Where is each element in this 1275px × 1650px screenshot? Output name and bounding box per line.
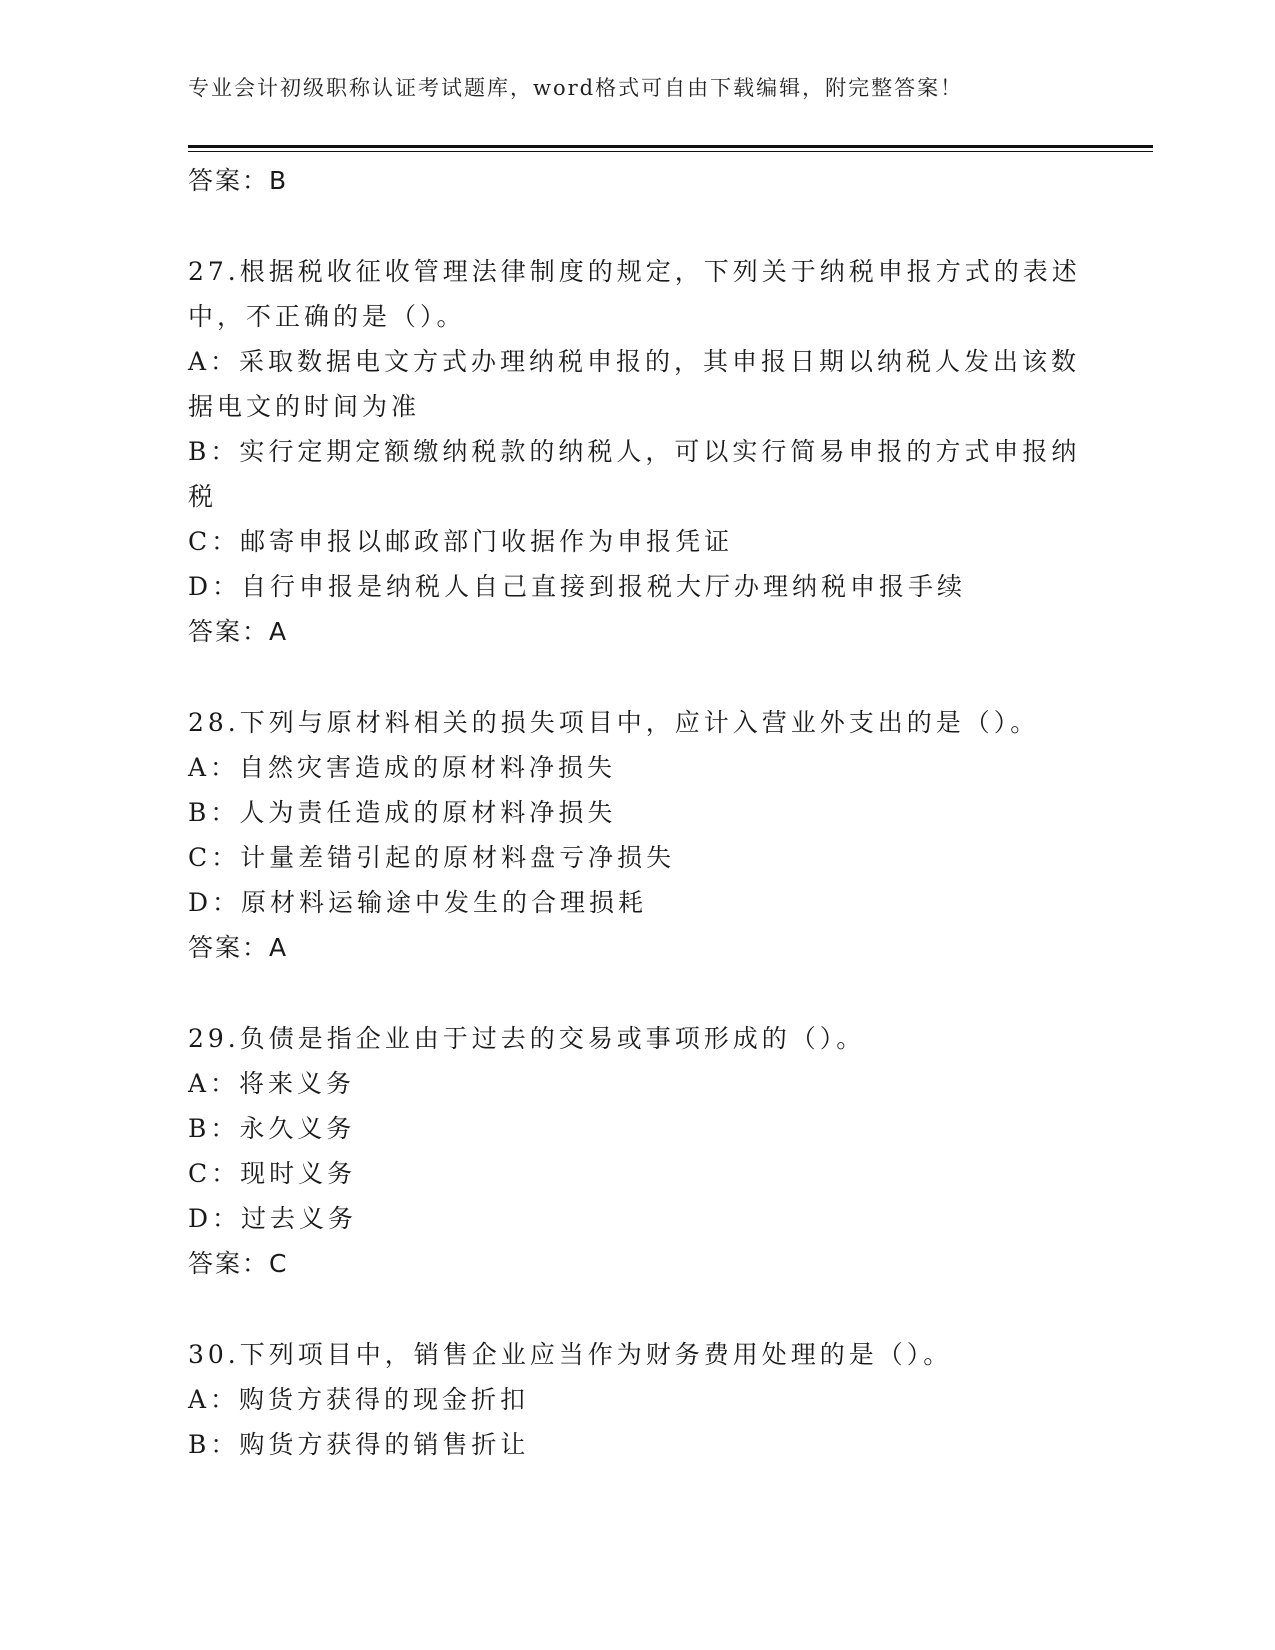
- question-stem: 29.负债是指企业由于过去的交易或事项形成的（）。: [188, 1024, 866, 1053]
- question-block: [188, 700, 1088, 1016]
- answer-key: 答案：A: [188, 933, 289, 962]
- page-header: 专业会计初级职称认证考试题库，word格式可自由下载编辑，附完整答案！: [188, 76, 964, 100]
- question-block: [188, 1332, 1088, 1467]
- answer-option: D：过去义务: [188, 1204, 358, 1233]
- answer-previous: 答案：B: [188, 166, 289, 195]
- question-stem: 27.根据税收征收管理法律制度的规定，下列关于纳税申报方式的表述: [188, 257, 1081, 286]
- spacer: [188, 203, 1088, 249]
- answer-option: D：原材料运输途中发生的合理损耗: [188, 888, 648, 917]
- answer-option: 据电文的时间为准: [188, 392, 421, 421]
- answer-option: A：将来义务: [188, 1069, 356, 1098]
- answer-option: B：永久义务: [188, 1114, 356, 1143]
- answer-option: A：自然灾害造成的原材料净损失: [188, 753, 617, 782]
- header-rule-thin: [188, 151, 1153, 152]
- question-block: [188, 1016, 1088, 1332]
- answer-option: B：实行定期定额缴纳税款的纳税人，可以实行简易申报的方式申报纳: [188, 437, 1081, 466]
- answer-option: C：计量差错引起的原材料盘亏净损失: [188, 843, 676, 872]
- answer-option: 税: [188, 482, 218, 511]
- answer-option: B：人为责任造成的原材料净损失: [188, 798, 617, 827]
- spacer: [188, 654, 1088, 700]
- spacer: [188, 1286, 1088, 1332]
- answer-option: B：购货方获得的销售折让: [188, 1430, 530, 1459]
- answer-option: C：邮寄申报以邮政部门收据作为申报凭证: [188, 527, 734, 556]
- answer-option: A：采取数据电文方式办理纳税申报的，其申报日期以纳税人发出该数: [188, 347, 1081, 376]
- answer-key: 答案：A: [188, 617, 289, 646]
- question-stem: 28.下列与原材料相关的损失项目中，应计入营业外支出的是（）。: [188, 708, 1040, 737]
- answer-option: A：购货方获得的现金折扣: [188, 1385, 530, 1414]
- answer-option: D：自行申报是纳税人自己直接到报税大厅办理纳税申报手续: [188, 572, 967, 601]
- question-list: [188, 158, 1088, 1467]
- answer-key: 答案：C: [188, 1249, 289, 1278]
- questions-container: [188, 249, 1088, 1467]
- header-rule-thick: [188, 145, 1153, 148]
- question-stem: 30.下列项目中，销售企业应当作为财务费用处理的是（）。: [188, 1340, 953, 1369]
- question-block: [188, 249, 1088, 700]
- spacer: [188, 970, 1088, 1016]
- answer-option: C：现时义务: [188, 1159, 357, 1188]
- question-stem: 中，不正确的是（）。: [188, 302, 466, 331]
